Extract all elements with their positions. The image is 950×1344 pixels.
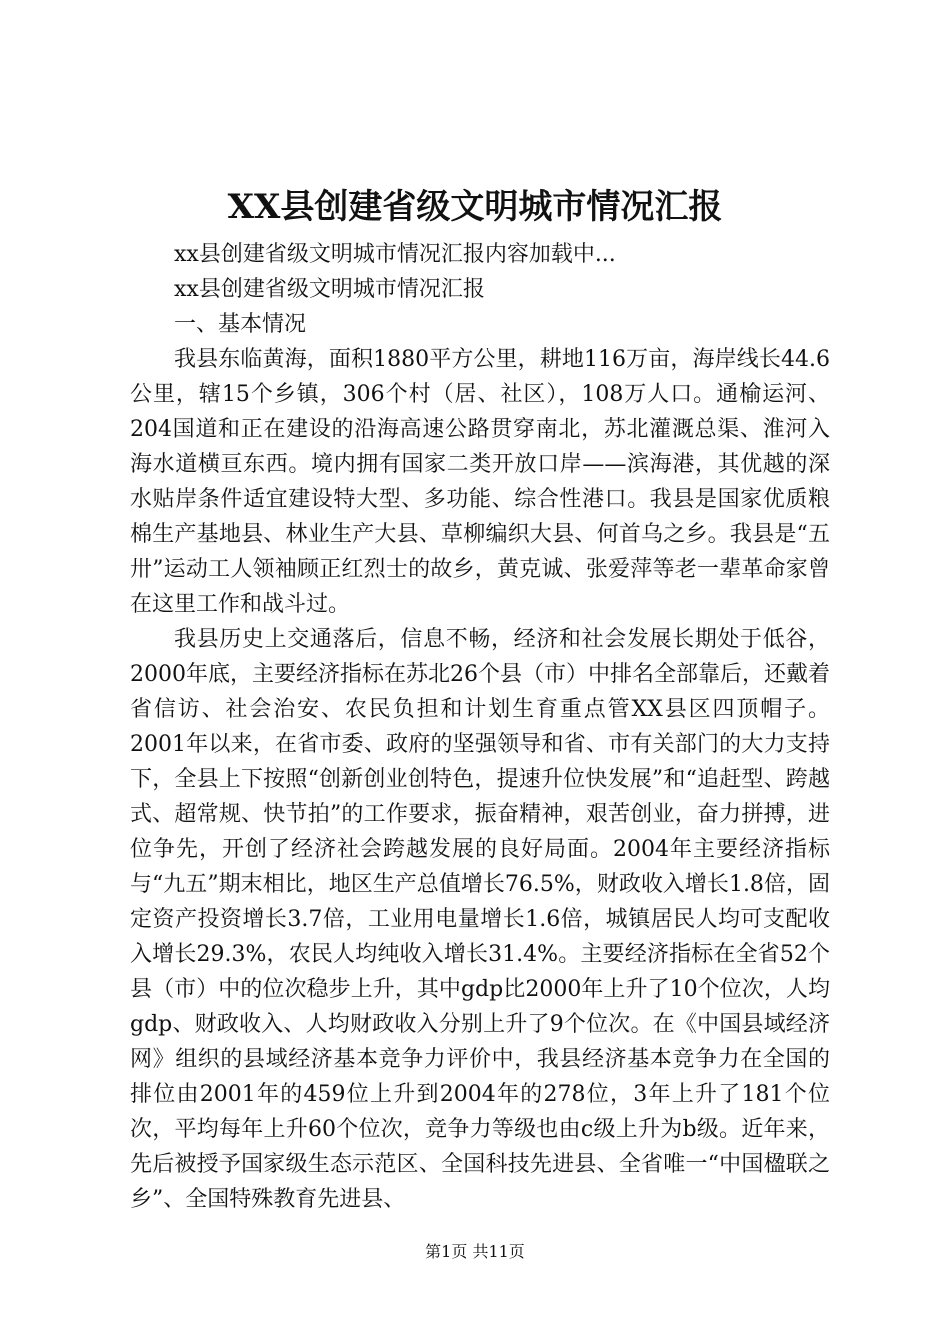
paragraph-development: 我县历史上交通落后，信息不畅，经济和社会发展长期处于低谷，2000年底，主要经济指标在苏北26个县（市）中排名全部靠后，还戴着省信访、社会治安、农民负担和计划生育重点管XX县区四顶帽子。2001年以来，在省市委、政府的坚强领导和省、市有关部门的大力支持下，全县上下按照“创新创业创特色，提速升位快发展”和“追赶型、跨越式、超常规、快节拍”的工作要求，振奋精神，艰苦创业，奋力拼搏，进位争先，开创了经济社会跨越发展的良好局面。2004年主要经济指标与“九五”期末相比，地区生产总值增长76.5%，财政收入增长1.8倍，固定资产投资增长3.7倍，工业用电量增长1.6倍，城镇居民人均可支配收入增长29.3%，农民人均纯收入增长31.4%。主要经济指标在全省52个县（市）中的位次稳步上升，其中gdp比2000年上升了10个位次，人均gdp、财政收入、人均财政收入分别上升了9个位次。在《中国县域经济网》组织的县域经济基本竞争力评价中，我县经济基本竞争力在全国的排位由2001年的459位上升到2004年的278位，3年上升了181个位次，平均每年上升60个位次，竞争力等级也由c级上升为b级。近年来，先后被授予国家级生态示范区、全国科技先进县、全省唯一“中国楹联之乡”、全国特殊教育先进县、 [130,627,830,1212]
subtitle-line: xx县创建省级文明城市情况汇报 [174,277,485,302]
loading-line: xx县创建省级文明城市情况汇报内容加载中... [174,242,616,267]
document-title: XX县创建省级文明城市情况汇报 [227,187,723,227]
document-body [130,237,830,1217]
section-heading: 一、基本情况 [174,312,307,337]
page-footer: 第1页 共11页 [425,1242,525,1261]
paragraph-basic-info: 我县东临黄海，面积1880平方公里，耕地116万亩，海岸线长44.6公里，辖15个乡镇，306个村（居、社区），108万人口。通榆运河、204国道和正在建设的沿海高速公路贯穿南北，苏北灌溉总渠、淮河入海水道横亘东西。境内拥有国家二类开放口岸——滨海港，其优越的深水贴岸条件适宜建设特大型、多功能、综合性港口。我县是国家优质粮棉生产基地县、林业生产大县、草柳编织大县、何首乌之乡。我县是“五卅”运动工人领袖顾正红烈士的故乡，黄克诚、张爱萍等老一辈革命家曾在这里工作和战斗过。 [130,347,830,617]
